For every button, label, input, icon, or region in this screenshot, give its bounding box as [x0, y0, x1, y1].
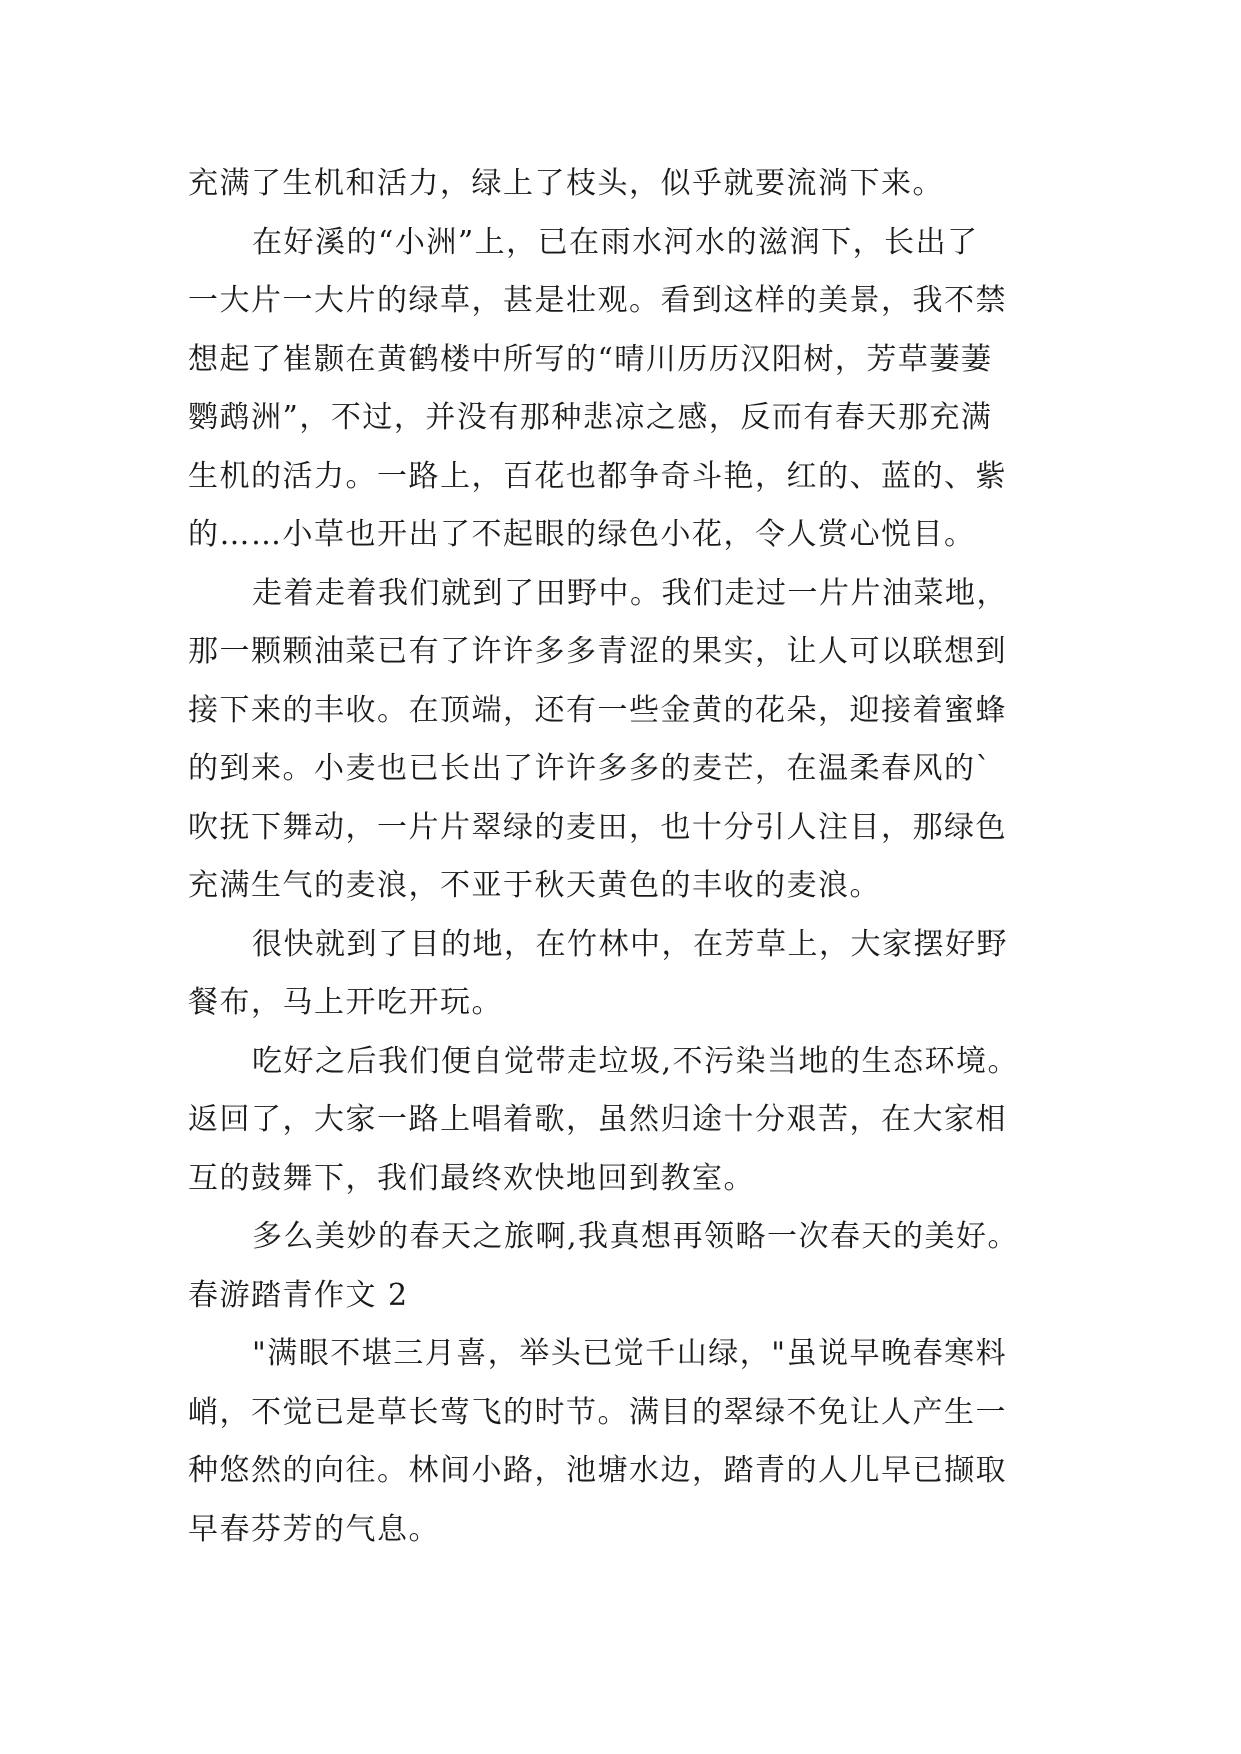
- text-line: 吃好之后我们便自觉带走垃圾,不污染当地的生态环境。: [252, 1043, 1020, 1079]
- section-heading: 春游踏青作文 2: [188, 1277, 409, 1313]
- text-line: 的……小草也开出了不起眼的绿色小花，令人赏心悦目。: [188, 517, 976, 552]
- text-line: 很快就到了目的地，在竹林中，在芳草上，大家摆好野: [252, 926, 1008, 962]
- text-line: 走着走着我们就到了田野中。我们走过一片片油菜地，: [252, 575, 1008, 611]
- text-line: 峭，不觉已是草长莺飞的时节。满目的翠绿不免让人产生一: [188, 1394, 1007, 1430]
- text-line: "满眼不堪三月喜，举头已觉千山绿，"虽说早晚春寒料: [252, 1336, 1008, 1371]
- text-line: 种悠然的向往。林间小路，池塘水边，踏青的人儿早已撷取: [188, 1453, 1007, 1488]
- text-line: 生机的活力。一路上，百花也都争奇斗艳，红的、蓝的、紫: [188, 458, 1007, 494]
- text-line: 早春芬芳的气息。: [188, 1511, 440, 1547]
- text-line: 多么美妙的春天之旅啊,我真想再领略一次春天的美好。: [252, 1219, 1020, 1254]
- document-body: [188, 155, 1068, 1559]
- text-line: 鹦鹉洲”，不过，并没有那种悲凉之感，反而有春天那充满: [188, 400, 993, 435]
- text-line: 充满生气的麦浪，不亚于秋天黄色的丰收的麦浪。: [188, 868, 881, 903]
- text-line: 互的鼓舞下，我们最终欢快地回到教室。: [188, 1160, 755, 1196]
- text-line: 的到来。小麦也已长出了许许多多的麦芒，在温柔春风的`: [188, 751, 992, 786]
- text-line: 餐布，马上开吃开玩。: [188, 985, 503, 1020]
- text-line: 吹抚下舞动，一片片翠绿的麦田，也十分引人注目，那绿色: [188, 809, 1007, 845]
- text-line: 在好溪的“小洲”上，已在雨水河水的滋润下，长出了: [252, 224, 979, 260]
- text-line: 那一颗颗油菜已有了许许多多青涩的果实，让人可以联想到: [188, 634, 1007, 669]
- text-line: 一大片一大片的绿草，甚是壮观。看到这样的美景，我不禁: [188, 283, 1007, 318]
- text-line: 充满了生机和活力，绿上了枝头，似乎就要流淌下来。: [188, 166, 944, 201]
- text-line: 想起了崔颢在黄鹤楼中所写的“晴川历历汉阳树，芳草萋萋: [188, 341, 993, 377]
- text-line: 接下来的丰收。在顶端，还有一些金黄的花朵，迎接着蜜蜂: [188, 692, 1007, 728]
- text-line: 返回了，大家一路上唱着歌，虽然归途十分艰苦，在大家相: [188, 1102, 1007, 1137]
